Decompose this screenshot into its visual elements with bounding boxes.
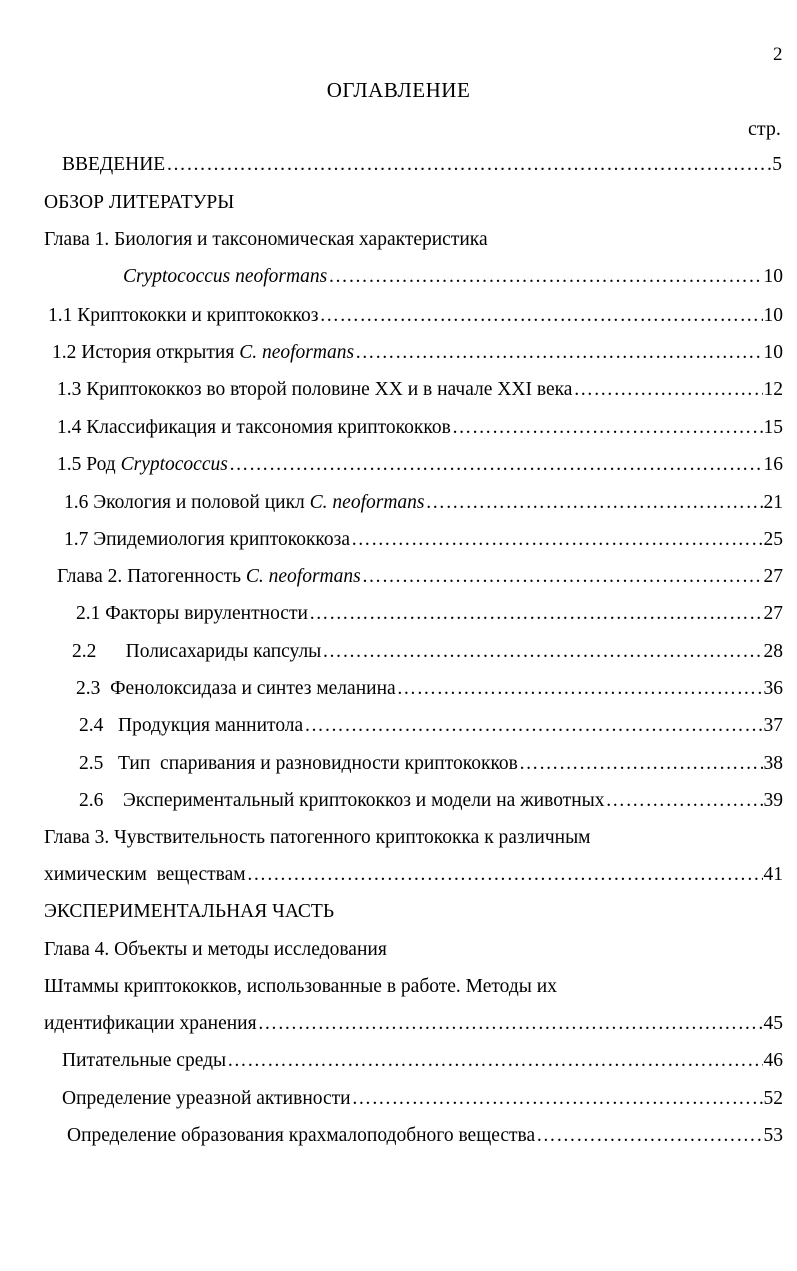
toc-entry-text: 2.5 Тип спаривания и разновидности криптококков — [79, 753, 518, 774]
toc-entry-page: 39 — [763, 790, 783, 811]
leader-dots — [258, 1011, 763, 1037]
toc-entry-text: 1.4 Классификация и таксономия криптококков — [57, 417, 451, 438]
toc-entry — [57, 415, 783, 441]
leader-dots — [362, 564, 763, 590]
toc-entry-page: 5 — [772, 154, 782, 175]
toc-entry — [62, 1048, 783, 1074]
toc-entry-page: 52 — [763, 1088, 783, 1109]
toc-entry-page: 21 — [763, 492, 783, 513]
leader-dots — [355, 340, 762, 366]
leader-dots — [229, 452, 763, 478]
toc-chapter-heading: Глава 4. Объекты и методы исследования — [44, 939, 387, 960]
toc-section-heading: ОБЗОР ЛИТЕРАТУРЫ — [44, 192, 235, 213]
toc-entry-text: Определение уреазной активности — [62, 1088, 351, 1109]
toc-entry — [64, 490, 783, 516]
toc-entry-text: 1.3 Криптококкоз во второй половине XX и в начале XXI века — [57, 379, 573, 400]
toc-entry — [123, 264, 783, 290]
toc-entry — [79, 751, 783, 777]
toc-entry-page: 45 — [763, 1013, 783, 1034]
toc-entry-text: 1.1 Криптококки и криптококкоз — [48, 305, 319, 326]
leader-dots — [328, 264, 762, 290]
toc-entry-text: 2.2 Полисахариды капсулы — [72, 641, 322, 662]
toc-entry — [57, 452, 783, 478]
leader-dots — [536, 1123, 762, 1149]
toc-entry-introduction — [62, 152, 782, 178]
toc-entry-text: 2.3 Фенолоксидаза и синтез меланина — [76, 678, 396, 699]
toc-entry-page: 16 — [763, 454, 783, 475]
toc-entry-text: 2.4 Продукция маннитола — [79, 715, 304, 736]
leader-dots — [426, 490, 763, 516]
leader-dots — [309, 601, 763, 627]
toc-entry-page: 38 — [763, 753, 783, 774]
leader-dots — [452, 415, 763, 441]
toc-entry-page: 10 — [763, 305, 783, 326]
toc-section-heading: ЭКСПЕРИМЕНТАЛЬНАЯ ЧАСТЬ — [44, 901, 335, 922]
leader-dots — [397, 676, 763, 702]
toc-entry-text: идентификации хранения — [44, 1013, 257, 1034]
toc-entry-text: Cryptococcus neoformans — [123, 266, 328, 287]
toc-entry-text: Штаммы криптококков, использованные в работе. Методы их — [44, 976, 557, 997]
toc-entry — [62, 1086, 783, 1112]
toc-entry — [79, 788, 783, 814]
toc-entry — [52, 340, 783, 366]
leader-dots — [352, 1086, 763, 1112]
toc-entry — [64, 527, 783, 553]
toc-entry — [48, 303, 783, 329]
toc-entry — [44, 862, 783, 888]
toc-entry-page: 27 — [763, 566, 783, 587]
leader-dots — [304, 713, 762, 739]
toc-entry — [72, 639, 783, 665]
toc-entry — [44, 1011, 783, 1037]
toc-entry-text: 1.2 История открытия C. neoformans — [52, 342, 355, 363]
toc-entry-page: 10 — [763, 342, 783, 363]
toc-entry-text: 1.6 Экология и половой цикл C. neoformans — [64, 492, 425, 513]
leader-dots — [166, 152, 771, 178]
leader-dots — [227, 1048, 762, 1074]
leader-dots — [573, 377, 762, 403]
toc-entry-text: 1.7 Эпидемиология криптококкоза — [64, 529, 351, 550]
toc-entry-page: 10 — [763, 266, 783, 287]
toc-entry-text: 2.6 Экспериментальный криптококкоз и модели на животных — [79, 790, 605, 811]
toc-entry — [67, 1123, 783, 1149]
toc-entry-page: 41 — [763, 864, 783, 885]
toc-entry-text: химическим веществам — [44, 864, 246, 885]
toc-chapter-entry — [57, 564, 783, 590]
leader-dots — [519, 751, 763, 777]
toc-entry-text: Питательные среды — [62, 1050, 227, 1071]
leader-dots — [247, 862, 763, 888]
page-number: 2 — [773, 44, 783, 65]
leader-dots — [606, 788, 763, 814]
toc-entry — [76, 601, 783, 627]
toc-entry-text: 1.5 Род Cryptococcus — [57, 454, 228, 475]
leader-dots — [319, 303, 762, 329]
toc-chapter-heading: Глава 1. Биология и таксономическая характеристика — [44, 229, 488, 250]
toc-entry-page: 28 — [763, 641, 783, 662]
toc-entry-page: 53 — [763, 1125, 783, 1146]
page-column-label: стр. — [748, 118, 781, 140]
toc-chapter-heading: Глава 3. Чувствительность патогенного криптококка к различным — [44, 827, 591, 848]
leader-dots — [322, 639, 762, 665]
toc-entry — [57, 377, 783, 403]
toc-entry-text: Определение образования крахмалоподобного вещества — [67, 1125, 536, 1146]
toc-entry-page: 15 — [763, 417, 783, 438]
toc-entry-page: 37 — [763, 715, 783, 736]
toc-entry-page: 46 — [763, 1050, 783, 1071]
toc-entry — [79, 713, 783, 739]
toc-entry-text: 2.1 Факторы вирулентности — [76, 603, 308, 624]
toc-entry-page: 12 — [763, 379, 783, 400]
toc-entry-text: Глава 2. Патогенность C. neoformans — [57, 566, 361, 587]
toc-entry-page: 27 — [763, 603, 783, 624]
toc-entry-text: ВВЕДЕНИЕ — [62, 154, 166, 175]
toc-entry — [76, 676, 783, 702]
page-title: ОГЛАВЛЕНИЕ — [326, 78, 471, 102]
toc-entry-page: 25 — [763, 529, 783, 550]
leader-dots — [351, 527, 762, 553]
toc-entry-page: 36 — [763, 678, 783, 699]
